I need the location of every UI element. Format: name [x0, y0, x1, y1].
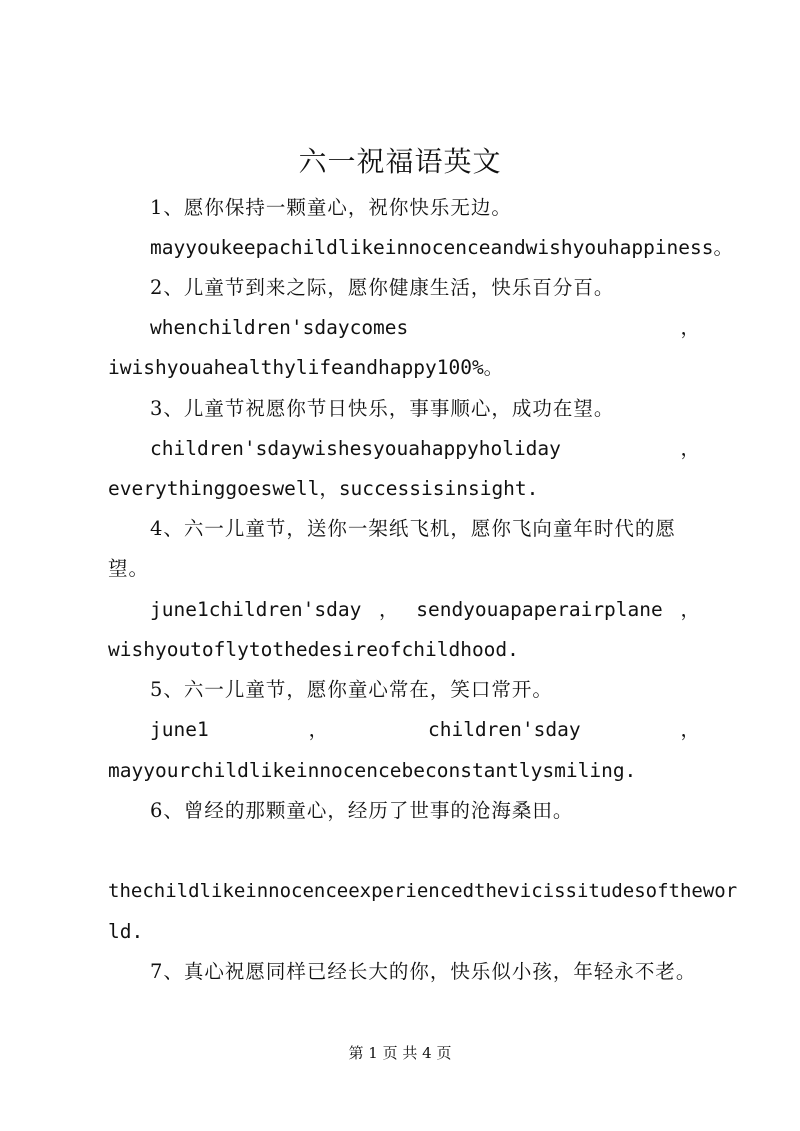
item-2-english-line2: iwishyouahealthylifeandhappy100%。 [108, 356, 504, 379]
item-5-english-part1: june1 [150, 718, 209, 741]
item-2-english-part1: whenchildren'sdaycomes [150, 316, 409, 339]
item-3-english-line2: everythinggoeswell，successisinsight. [108, 477, 539, 500]
item-4-english-sep2: ， [680, 598, 700, 621]
item-3-english-sep1: ， [680, 437, 700, 460]
item-4-chinese-line2: 望。 [108, 557, 150, 580]
item-2-english-sep1: ， [680, 316, 700, 339]
item-1-english: mayyoukeepachildlikeinnocenceandwishyouhappiness。 [150, 236, 734, 259]
item-4-english-part1: june1children'sday [150, 598, 362, 621]
item-5-english-sep1: ， [308, 718, 329, 741]
item-5-english-sep2: ， [680, 718, 700, 741]
item-3-english-line1 [150, 435, 700, 463]
item-3-english-part1: children'sdaywishesyouahappyholiday [150, 437, 561, 460]
item-4-english-line1 [150, 596, 700, 624]
item-6-english-line1: thechildlikeinnocenceexperiencedthevicissitudesofthewor [108, 880, 738, 902]
item-6-english-line2: ld. [108, 920, 144, 943]
item-4-chinese-line1: 4、六一儿童节，送你一架纸飞机，愿你飞向童年时代的愿 [150, 517, 676, 540]
item-5-english-part2: children'sday [427, 718, 581, 741]
document-title: 六一祝福语英文 [298, 145, 502, 178]
item-5-english-line2: mayyourchildlikeinnocencebeconstantlysmiling. [108, 759, 637, 782]
item-2-chinese: 2、儿童节到来之际，愿你健康生活，快乐百分百。 [150, 276, 615, 299]
item-2-english-line1 [150, 314, 700, 342]
item-6-chinese: 6、曾经的那颗童心，经历了世事的沧海桑田。 [150, 799, 574, 822]
item-4-english-sep1: ， [379, 598, 399, 621]
item-7-chinese: 7、真心祝愿同样已经长大的你，快乐似小孩，年轻永不老。 [150, 960, 697, 983]
item-5-chinese: 5、六一儿童节，愿你童心常在，笑口常开。 [150, 678, 553, 701]
page-number-footer: 第 1 页 共 4 页 [348, 1044, 452, 1062]
item-1-chinese: 1、愿你保持一颗童心，祝你快乐无边。 [150, 196, 512, 219]
item-3-chinese: 3、儿童节祝愿你节日快乐，事事顺心，成功在望。 [150, 397, 615, 420]
item-5-english-line1 [150, 716, 700, 744]
item-4-english-part2: sendyouapaperairplane [416, 598, 663, 621]
item-4-english-line2: wishyoutoflytothedesireofchildhood. [108, 638, 519, 661]
